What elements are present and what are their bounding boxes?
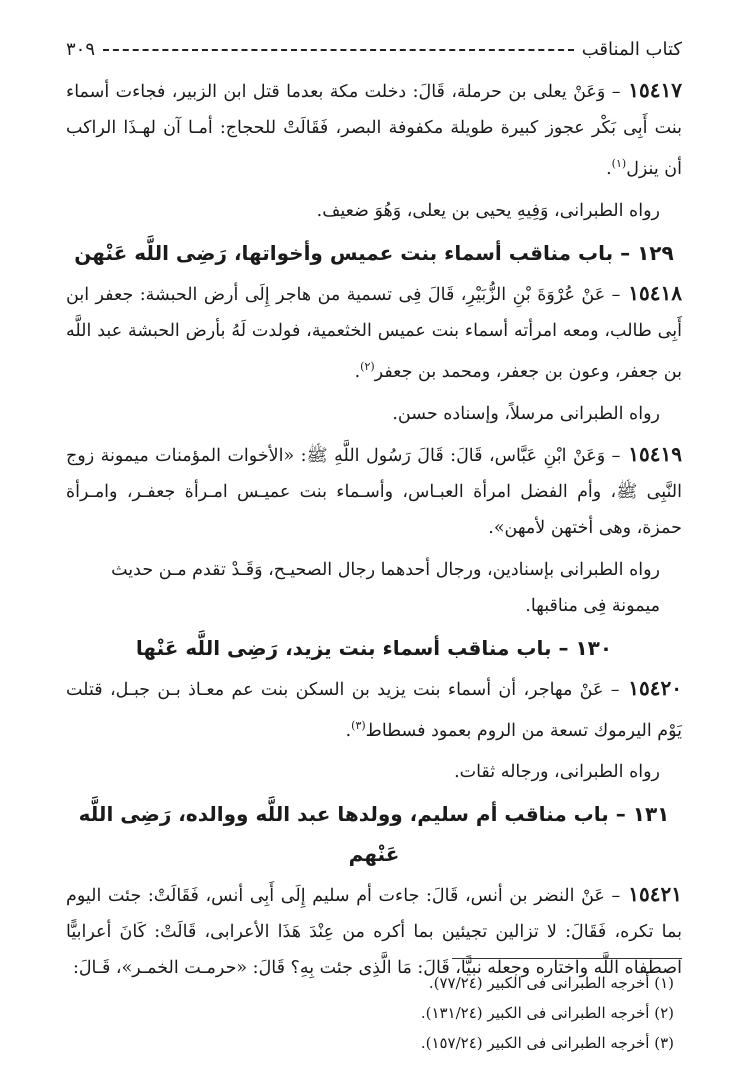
narration-note: رواه الطبرانى، ورجاله ثقات. [454, 762, 660, 783]
footnote-item: (٢) أخرجه الطبرانى فى الكبير (١٣١/٢٤). [420, 1004, 674, 1022]
narration-note: رواه الطبرانى، وَفِيهِ يحيى بن يعلى، وَهُوَ ضعيف. [316, 200, 660, 221]
hadith-number: ١٥٤١٩ [620, 441, 683, 466]
footnote-marker: (٣) [351, 718, 366, 732]
narration-note: رواه الطبرانى بإسنادين، ورجال أحدهما رجال الصحيـح، وَقَـدْ تقدم مـن حديث ميمونة فِى مناقبها. [111, 559, 660, 616]
footnote-marker: (١) [611, 157, 627, 170]
hadith-number: ١٥٤١٨ [620, 280, 682, 305]
chapter-heading: ١٣١ – باب مناقب أم سليم، وولدها عبد اللَّه ووالده، رَضِى اللَّه عَنْهم [78, 802, 670, 867]
chapter-heading: ١٣٠ – باب مناقب أسماء بنت يزيد، رَضِى اللَّه عَنْها [135, 635, 613, 660]
page-number: ٣٠٩ [66, 38, 96, 60]
page-body [66, 72, 682, 988]
hadith-text: – وَعَنْ يعلى بن حرملة، قَالَ: دخلت مكة بعدما قتل ابن الزبير، فجاءت أسماء بنت أَبِى بَكْر عجوز كبيرة طويلة مكفوفة البصر، فَقَالَتْ للحجاج: أمـا آن لهـذَا الراكب أن ينزل [66, 82, 682, 179]
hadith-text: – عَنْ مهاجر، أن أسماء بنت يزيد بن السكن بنت عم معـاذ بـن جبـل، قتلت يَوْم اليرموك تسعة من الروم بعمود فسطاط [66, 679, 682, 741]
footnote-item: (١) أخرجه الطبرانى فى الكبير (٧٧/٢٤). [428, 974, 674, 992]
footnote-marker: (٢) [360, 359, 375, 373]
narration-note: رواه الطبرانى مرسلاً، وإسناده حسن. [392, 403, 660, 424]
hadith-number: ١٥٤٢٠ [619, 675, 682, 700]
header-dashed-rule [103, 49, 574, 51]
hadith-paragraph [66, 436, 682, 546]
footnotes [66, 968, 674, 1058]
hadith-text: – عَنْ النضر بن أنس، قَالَ: جاءت أم سليم إِلَى أَبِى أنس، فَقَالَتْ: جئت اليوم بما تكره، فَقَالَ: لا تزالين تجيئين بما أكره من عِنْدَ هَذَا الأعرابى، قَالَتْ: كَانَ أعرابيًّا اصطفاه اللَّه واختاره وجعله نبيًّا، قَالَ: مَا الَّذِى جئت بِهِ؟ قَالَ: «حرمـت الخمـر»، قَـالَ: [66, 886, 682, 979]
hadith-number: ١٥٤١٧ [620, 78, 682, 102]
hadith-paragraph: ١٥٤١٨ – عَنْ عُرْوَةَ بْنِ الزُّبَيْرِ، قَالَ فِى تسمية من هاجر إِلَى أرض الحبشة: جعفر ابن أَبِى طالب، ومعه امرأته أسماء بنت عميس الخثعمية، فولدت لَهُ بأرض الحبشة عبد اللَّه بن جعفر، وعون بن جعفر، ومحمد بن جعفر$^{(٢)}$. [66, 280, 682, 382]
hadith-paragraph: ١٥٤١٧ – وَعَنْ يعلى بن حرملة، قَالَ: دخلت مكة بعدما قتل ابن الزبير، فجاءت أسماء بنت أَبِى بَكْر عجوز كبيرة طويلة مكفوفة البصر، فَقَالَتْ للحجاج: أمـا آن لهـذَا الراكب أن ينزل$^{(١)}$. [66, 78, 682, 179]
hadith-text: – وَعَنْ ابْنِ عَبَّاس، قَالَ: قَالَ رَسُول اللَّهِ ﷺ: «الأخوات المؤمنات ميمونة زوج النَّبِى ﷺ، وأم الفضل امرأة العبـاس، وأسـماء بنت عميـس امـرأة جعفـر، وامـرأة حمزة، وهى أختهن لأمهن». [66, 445, 682, 538]
hadith-paragraph: ١٥٤٢٠ – عَنْ مهاجر، أن أسماء بنت يزيد بن السكن بنت عم معـاذ بـن جبـل، قتلت يَوْم اليرموك تسعة من الروم بعمود فسطاط$^{(٣)}$. [66, 675, 682, 741]
hadith-number: ١٥٤٢١ [620, 882, 682, 907]
hadith-text: – عَنْ عُرْوَةَ بْنِ الزُّبَيْرِ، قَالَ فِى تسمية من هاجر إِلَى أرض الحبشة: جعفر ابن أَبِى طالب، ومعه امرأته أسماء بنت عميس الخثعمية، فولدت لَهُ بأرض الحبشة عبد اللَّه بن جعفر، وعون بن جعفر، ومحمد بن جعفر [66, 284, 682, 382]
chapter-heading: ١٢٩ – باب مناقب أسماء بنت عميس وأخواتها، رَضِى اللَّه عَنْهن [74, 240, 674, 265]
footnote-item: (٣) أخرجه الطبرانى فى الكبير (١٥٧/٢٤). [420, 1034, 674, 1052]
book-title: كتاب المناقب [581, 38, 682, 60]
running-header [66, 36, 682, 62]
footnote-divider [452, 958, 682, 959]
